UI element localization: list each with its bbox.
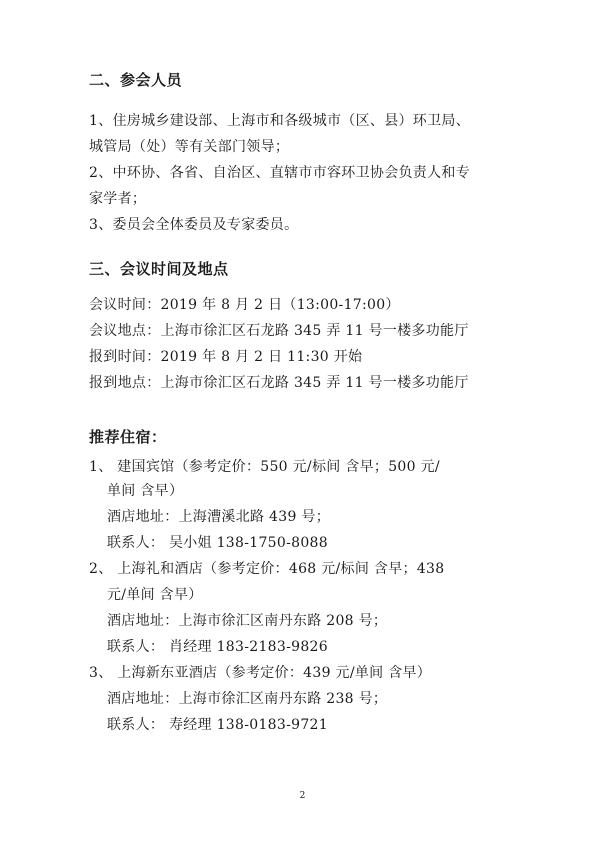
checkin-location: 报到地点：上海市徐汇区石龙路 345 弄 11 号一楼多功能厅 [89, 375, 469, 391]
section2-line-1: 1、住房城乡建设部、上海市和各级城市（区、县）环卫局、 [89, 113, 471, 129]
hotel-2-contact: 联系人： 肖经理 183-2183-9826 [107, 639, 328, 655]
hotel-3-address: 酒店地址：上海市徐汇区南丹东路 238 号； [107, 691, 388, 707]
meeting-time: 会议时间：2019 年 8 月 2 日（13:00-17:00） [89, 297, 400, 313]
hotel-1-contact: 联系人： 吴小姐 138-1750-8088 [107, 535, 328, 551]
hotels-heading: 推荐住宿： [89, 428, 167, 446]
section2-line-5: 3、委员会全体委员及专家委员。 [89, 217, 299, 233]
section2-line-4: 家学者； [89, 191, 147, 207]
hotel-1-address: 酒店地址：上海漕溪北路 439 号； [107, 509, 331, 525]
section3-heading: 三、会议时间及地点 [89, 260, 229, 278]
hotel-1-line-1: 1、 建国宾馆（参考定价：550 元/标间 含早；500 元/ [89, 459, 440, 475]
section2-line-3: 2、中环协、各省、自治区、直辖市市容环卫协会负责人和专 [89, 165, 471, 181]
section2-line-2: 城管局（处）等有关部门领导； [89, 139, 290, 155]
hotel-3-line-1: 3、 上海新东亚酒店（参考定价：439 元/单间 含早） [89, 665, 432, 681]
hotel-3-contact: 联系人： 寿经理 138-0183-9721 [107, 717, 328, 733]
hotel-1-line-2: 单间 含早） [107, 483, 184, 499]
meeting-location: 会议地点：上海市徐汇区石龙路 345 弄 11 号一楼多功能厅 [89, 323, 469, 339]
checkin-time: 报到时间：2019 年 8 月 2 日 11:30 开始 [89, 349, 363, 365]
page-number: 2 [299, 791, 306, 801]
hotel-2-address: 酒店地址：上海市徐汇区南丹东路 208 号； [107, 613, 388, 629]
section2-heading: 二、参会人员 [89, 71, 183, 89]
hotel-2-line-2: 元/单间 含早） [107, 587, 203, 603]
hotel-2-line-1: 2、 上海礼和酒店（参考定价：468 元/标间 含早；438 [89, 561, 445, 577]
